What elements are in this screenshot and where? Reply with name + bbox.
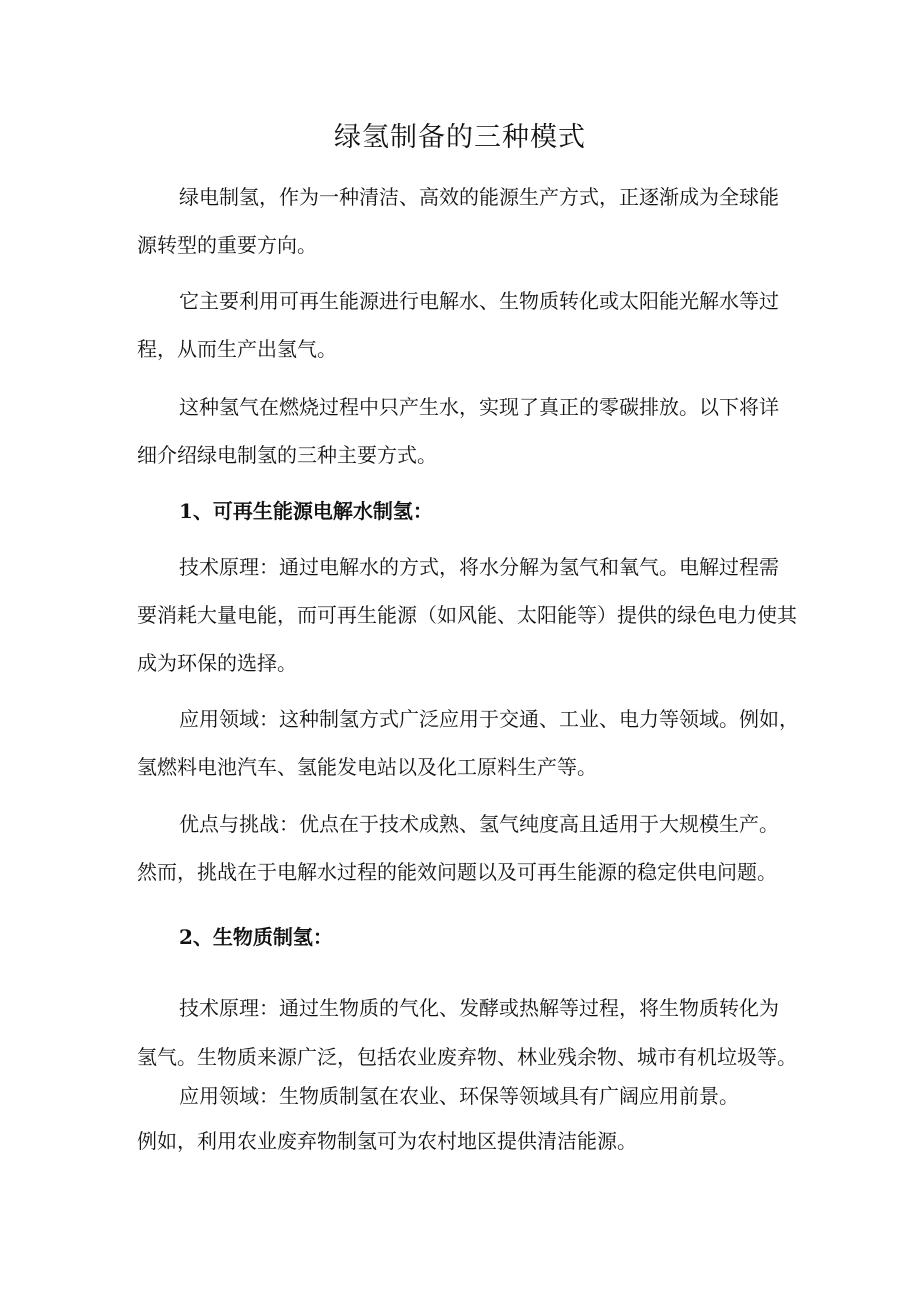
paragraph-line: 技术原理：通过电解水的方式，将水分解为氢气和氧气。电解过程需 — [179, 555, 779, 579]
section-heading-1: 1、可再生能源电解水制氢： — [179, 499, 433, 523]
paragraph-line: 氢燃料电池汽车、氢能发电站以及化工原料生产等。 — [137, 755, 597, 779]
paragraph-line: 应用领域：这种制氢方式广泛应用于交通、工业、电力等领域。例如， — [179, 707, 799, 731]
paragraph-line: 例如，利用农业废弃物制氢可为农村地区提供清洁能源。 — [137, 1129, 637, 1153]
paragraph-line: 程，从而生产出氢气。 — [137, 337, 337, 361]
paragraph-line: 这种氢气在燃烧过程中只产生水，实现了真正的零碳排放。以下将详 — [179, 395, 779, 419]
paragraph-line: 细介绍绿电制氢的三种主要方式。 — [137, 443, 437, 467]
paragraph-line: 技术原理：通过生物质的气化、发酵或热解等过程，将生物质转化为 — [179, 996, 779, 1020]
paragraph-line: 成为环保的选择。 — [137, 651, 297, 675]
section-heading-2: 2、生物质制氢： — [179, 925, 333, 949]
paragraph-line: 它主要利用可再生能源进行电解水、生物质转化或太阳能光解水等过 — [179, 289, 779, 313]
paragraph-line: 要消耗大量电能，而可再生能源（如风能、太阳能等）提供的绿色电力使其 — [137, 603, 797, 627]
document-title: 绿氢制备的三种模式 — [334, 122, 586, 153]
paragraph-line: 绿电制氢，作为一种清洁、高效的能源生产方式，正逐渐成为全球能 — [179, 185, 779, 209]
paragraph-line: 氢气。生物质来源广泛，包括农业废弃物、林业残余物、城市有机垃圾等。 — [137, 1045, 797, 1069]
paragraph-line: 优点与挑战：优点在于技术成熟、氢气纯度高且适用于大规模生产。 — [179, 812, 779, 836]
paragraph-line: 应用领域：生物质制氢在农业、环保等领域具有广阔应用前景。 — [179, 1084, 739, 1108]
paragraph-line: 源转型的重要方向。 — [137, 233, 317, 257]
paragraph-line: 然而，挑战在于电解水过程的能效问题以及可再生能源的稳定供电问题。 — [137, 860, 777, 884]
